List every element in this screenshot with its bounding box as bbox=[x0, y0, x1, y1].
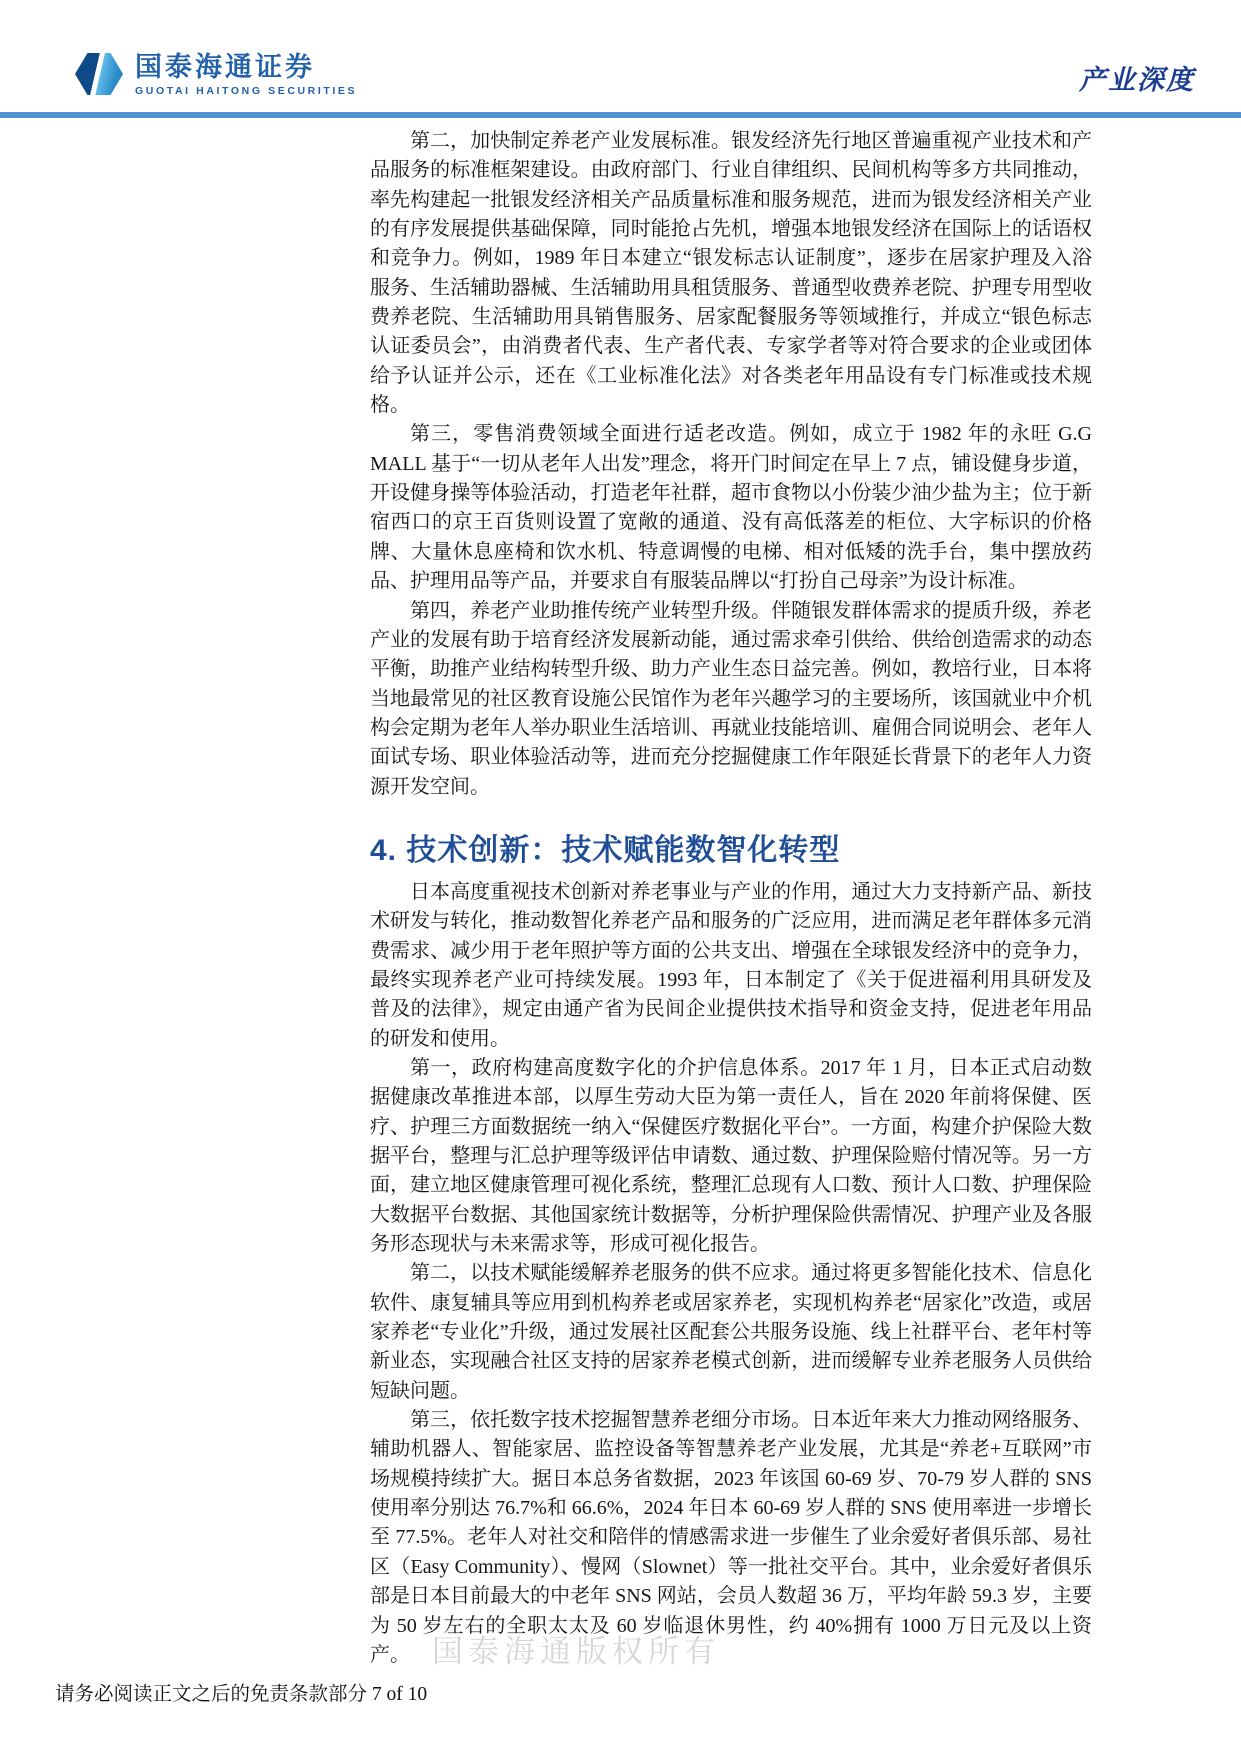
paragraph: 第一，政府构建高度数字化的介护信息体系。2017 年 1 月，日本正式启动数据健康改革推进本部，以厚生劳动大臣为第一责任人，旨在 2020 年前将保健、医疗、护理三方面数据统一纳入“保健医疗数据化平台”。一方面，构建介护保险大数据平台，整理与汇总护理等级评估申请数、通过数、护理保险赔付情况等。另一方面，建立地区健康管理可视化系统，整理汇总现有人口数、预计人口数、护理保险大数据平台数据、其他国家统计数据等，分析护理保险供需情况、护理产业及各服务形态现状与未来需求等，形成可视化报告。 bbox=[370, 1056, 1092, 1256]
copyright-watermark: 国泰海通版权所有 bbox=[432, 1634, 720, 1669]
report-type-label: 产业深度 bbox=[1079, 65, 1195, 95]
section-heading: 4. 技术创新：技术赋能数智化转型 bbox=[370, 833, 841, 867]
paragraph: 日本高度重视技术创新对养老事业与产业的作用，通过大力支持新产品、新技术研发与转化，推动数智化养老产品和服务的广泛应用，进而满足老年群体多元消费需求、减少用于老年照护等方面的公共支出、增强在全球银发经济中的竞争力，最终实现养老产业可持续发展。1993 年，日本制定了《关于促进福利用具研发及普及的法律》，规定由通产省为民间企业提供技术指导和资金支持，促进老年用品的研发和使用。 bbox=[370, 880, 1092, 1050]
paragraph: 第二，加快制定养老产业发展标准。银发经济先行地区普遍重视产业技术和产品服务的标准框架建设。由政府部门、行业自律组织、民间机构等多方共同推动，率先构建起一批银发经济相关产品质量标准和服务规范，进而为银发经济相关产业的有序发展提供基础保障，同时能抢占先机，增强本地银发经济在国际上的话语权和竞争力。例如，1989 年日本建立“银发标志认证制度”，逐步在居家护理及入浴服务、生活辅助器械、生活辅助用具租赁服务、普通型收费养老院、护理专用型收费养老院、生活辅助用具销售服务、居家配餐服务等领域推行，并成立“银色标志认证委员会”，由消费者代表、生产者代表、专家学者等对符合要求的企业或团体给予认证并公示，还在《工业标准化法》对各类老年用品设有专门标准或技术规格。 bbox=[370, 130, 1092, 417]
logo-subtitle: GUOTAI HAITONG SECURITIES bbox=[135, 85, 358, 97]
header-divider-rule bbox=[0, 112, 1241, 118]
footer-disclaimer: 请务必阅读正文之后的免责条款部分 7 of 10 bbox=[55, 1684, 428, 1705]
page-header bbox=[75, 52, 1195, 97]
company-logo bbox=[75, 52, 357, 97]
document-body bbox=[370, 127, 1092, 1670]
logo-hexagon-icon bbox=[75, 53, 123, 95]
paragraph: 第三，零售消费领域全面进行适老改造。例如，成立于 1982 年的永旺 G.G MALL 基于“一切从老年人出发”理念，将开门时间定在早上 7 点，铺设健身步道，开设健身操等体验活动，打造老年社群，超市食物以小份装少油少盐为主；位于新宿西口的京王百货则设置了宽敞的通道、没有高低落差的柜位、大字标识的价格牌、大量休息座椅和饮水机、特意调慢的电梯、相对低矮的洗手台，集中摆放药品、护理用品等产品，并要求自有服装品牌以“打扮自己母亲”为设计标准。 bbox=[370, 423, 1092, 593]
logo-title: 国泰海通证券 bbox=[135, 52, 315, 82]
logo-text-block bbox=[135, 52, 357, 97]
paragraph: 第四，养老产业助推传统产业转型升级。伴随银发群体需求的提质升级，养老产业的发展有助于培育经济发展新动能，通过需求牵引供给、供给创造需求的动态平衡，助推产业结构转型升级、助力产业生态日益完善。例如，教培行业，日本将当地最常见的社区教育设施公民馆作为老年兴趣学习的主要场所，该国就业中介机构会定期为老年人举办职业生活培训、再就业技能培训、雇佣合同说明会、老年人面试专场、职业体验活动等，进而充分挖掘健康工作年限延长背景下的老年人力资源开发空间。 bbox=[370, 599, 1092, 798]
paragraph: 第二，以技术赋能缓解养老服务的供不应求。通过将更多智能化技术、信息化软件、康复辅具等应用到机构养老或居家养老，实现机构养老“居家化”改造，或居家养老“专业化”升级，通过发展社区配套公共服务设施、线上社群平台、老年村等新业态，实现融合社区支持的居家养老模式创新，进而缓解专业养老服务人员供给短缺问题。 bbox=[370, 1262, 1092, 1402]
paragraph: 第三，依托数字技术挖掘智慧养老细分市场。日本近年来大力推动网络服务、辅助机器人、智能家居、监控设备等智慧养老产业发展，尤其是“养老+互联网”市场规模持续扩大。据日本总务省数据，2023 年该国 60-69 岁、70-79 岁人群的 SNS 使用率分别达 76.7%和 66.6%，2024 年日本 60-69 岁人群的 SNS 使用率进一步增长至 77.5%。老年人对社交和陪伴的情感需求进一步催生了业余爱好者俱乐部、易社区（Easy Community）、慢网（Slownet）等一批社交平台。其中，业余爱好者俱乐部是日本目前最大的中老年 SNS 网站，会员人数超 36 万，平均年龄 59.3 岁，主要为 50 岁左右的全职太太及 60 岁临退休男性，约 40%拥有 1000 万日元及以上资产。 bbox=[370, 1409, 1092, 1666]
